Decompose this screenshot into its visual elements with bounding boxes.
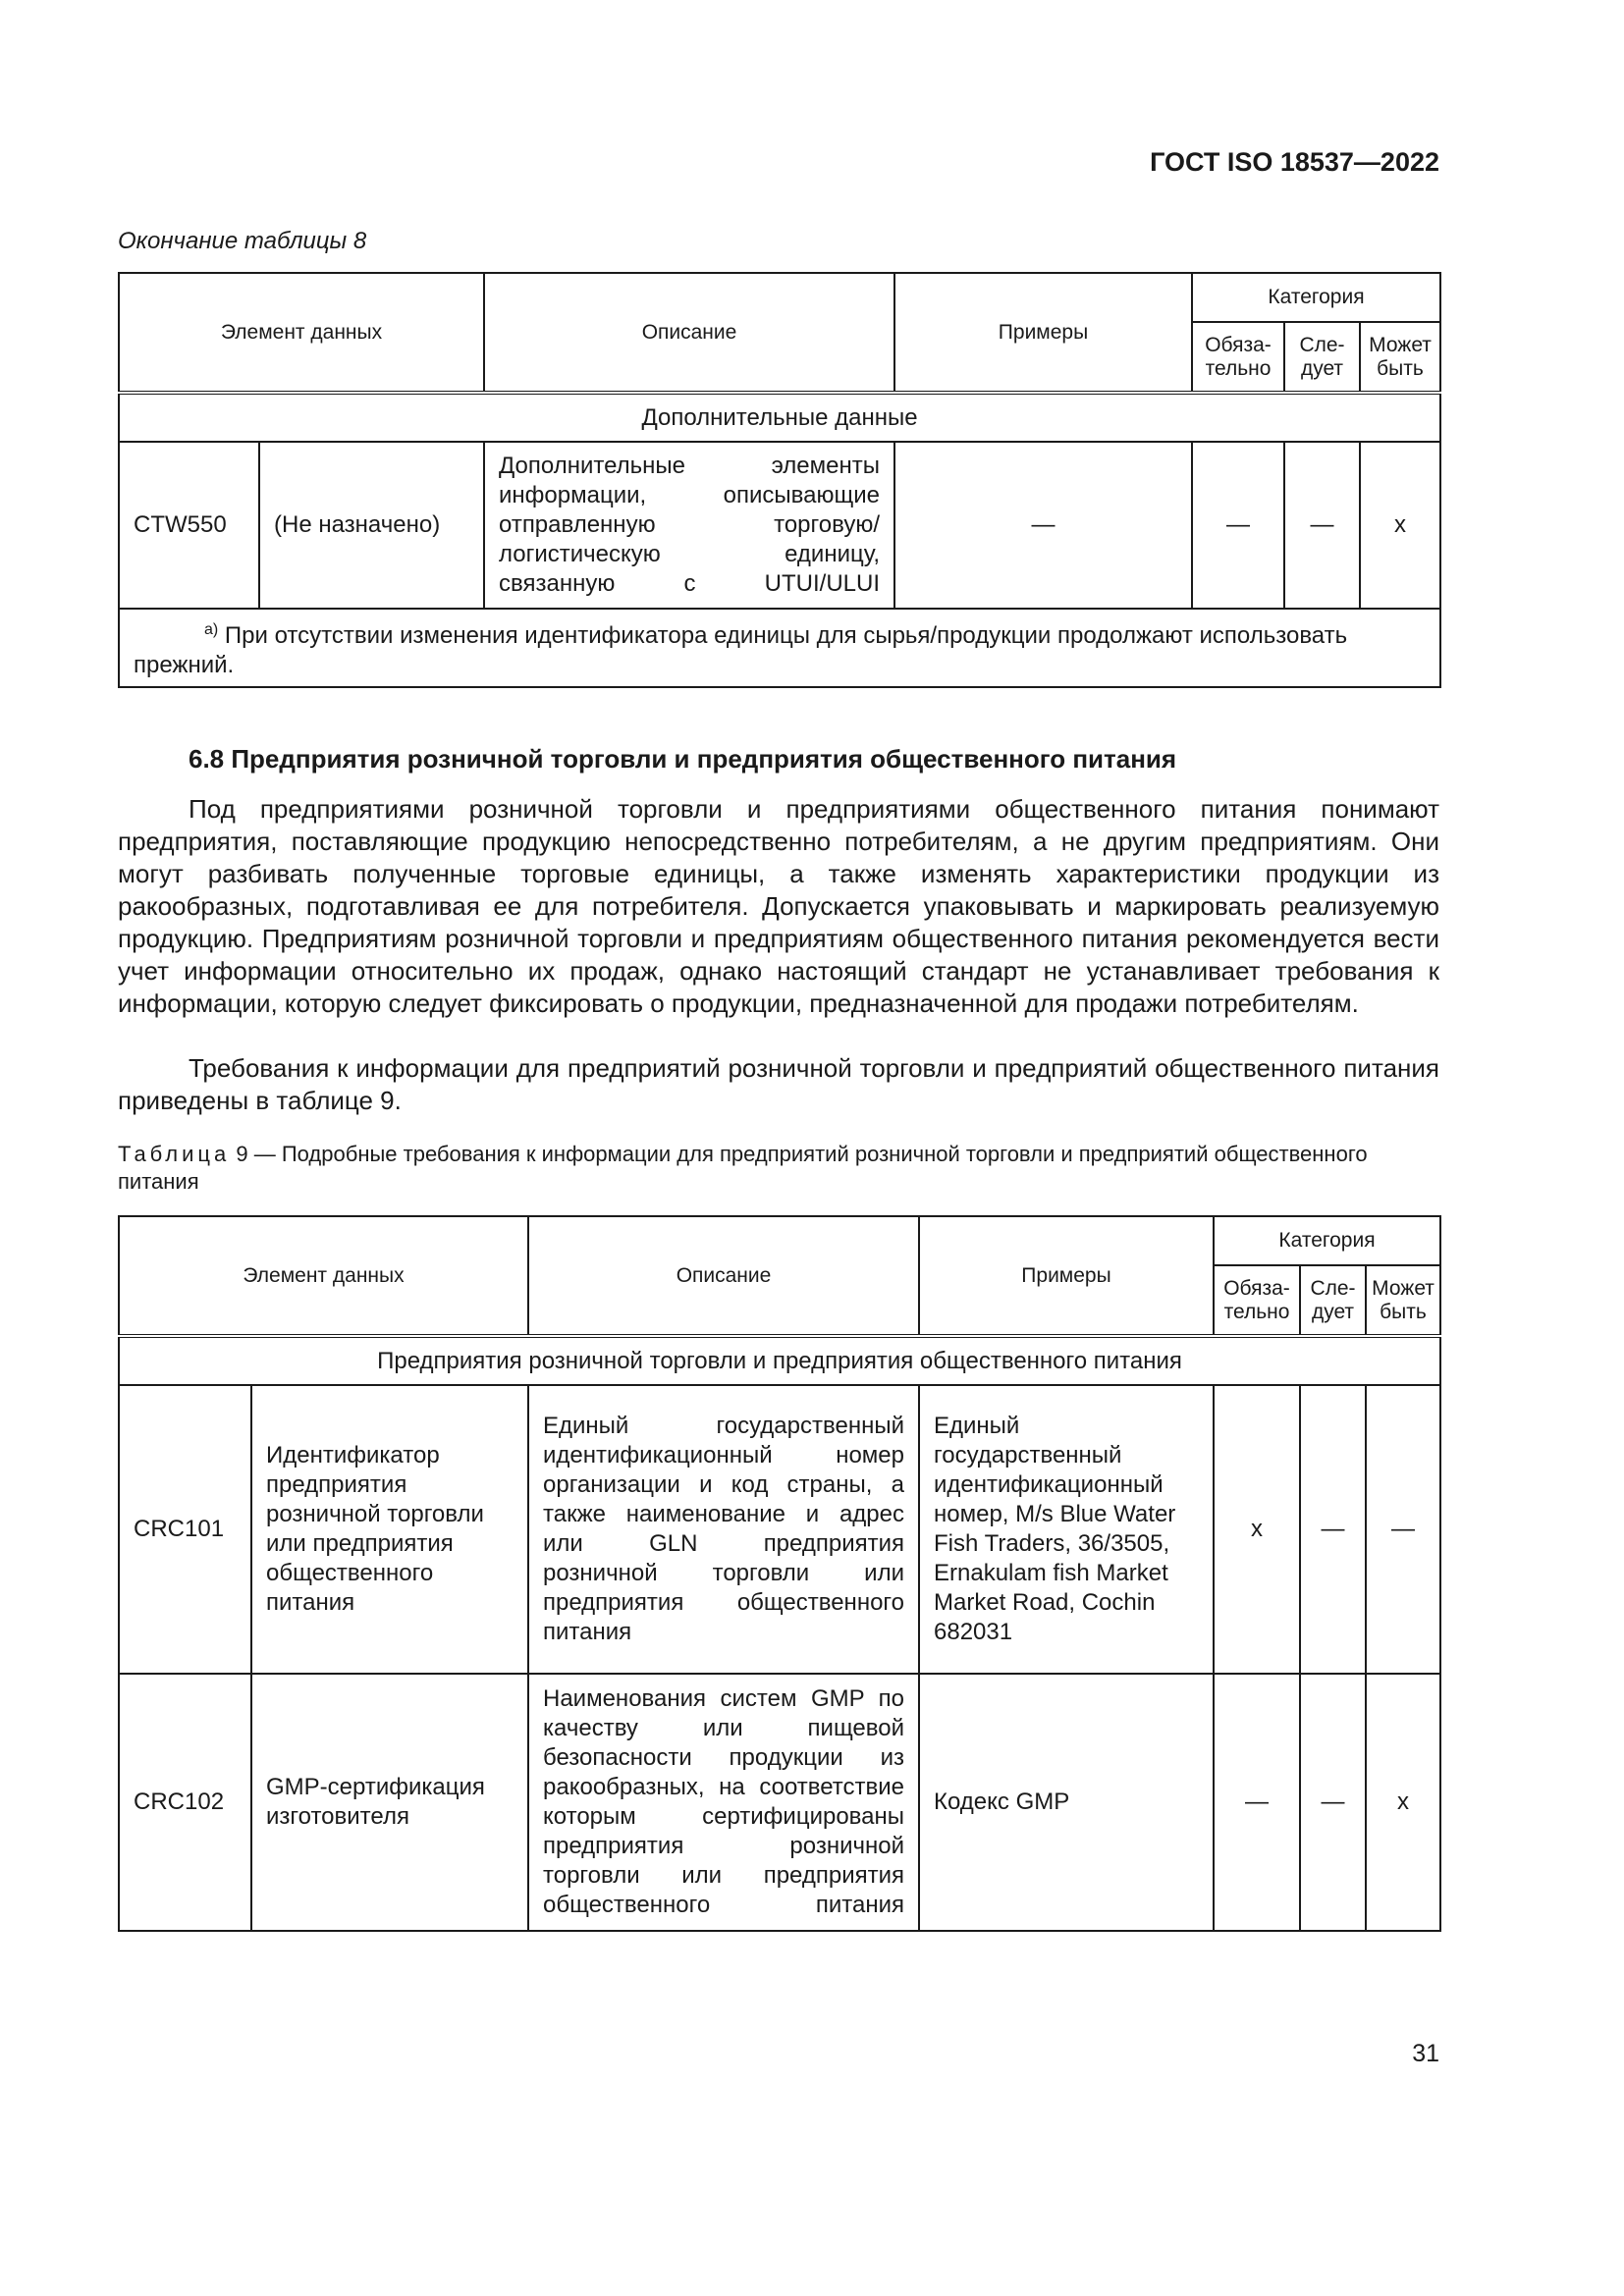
row-description: Наименования систем GMP по качеству или пищевой безопасности продукции из ракообразных, на соответствие которым сертифицированы предприятия розничной торговли или предприятия общественного питания bbox=[528, 1674, 919, 1931]
row-description: Единый государственный идентификационный номер организации и код страны, а также наименование и адрес или GLN предприятия розничной торговли или предприятия общественного питания bbox=[528, 1385, 919, 1674]
row-code: CRC102 bbox=[119, 1674, 251, 1931]
row-code: CRC101 bbox=[119, 1385, 251, 1674]
header-element: Элемент данных bbox=[119, 273, 484, 393]
header-description: Описание bbox=[528, 1216, 919, 1336]
header-may: Может быть bbox=[1366, 1265, 1440, 1336]
row-may: x bbox=[1360, 442, 1440, 609]
table-8 bbox=[118, 272, 1441, 688]
row-name: Идентификатор предприятия розничной торговли или предприятия общественного питания bbox=[251, 1385, 528, 1674]
header-element: Элемент данных bbox=[119, 1216, 528, 1336]
table-row bbox=[119, 1385, 1440, 1674]
row-name: (Не назначено) bbox=[259, 442, 484, 609]
row-description: Дополнительные элементы информации, описывающие отправленную торговую/логистическую единицу, связанную с UTUI/ULUI bbox=[484, 442, 894, 609]
header-should: Сле-дует bbox=[1300, 1265, 1366, 1336]
row-mandatory: — bbox=[1192, 442, 1284, 609]
row-name: GMP-сертификация изготовителя bbox=[251, 1674, 528, 1931]
table8-caption: Окончание таблицы 8 bbox=[118, 228, 367, 254]
table9-caption bbox=[118, 1141, 1439, 1196]
paragraph: Под предприятиями розничной торговли и предприятиями общественного питания понимают предприятия, поставляющие продукцию непосредственно потребителям, а не другим предприятиям. Они могут разбивать полученные торговые единицы, а также изменять характеристики продукции из ракообразных, подготавливая ее для потребителя. Допускается упаковывать и маркировать реализуемую продукцию. Предприятиям розничной торговли и предприятиям общественного питания рекомендуется вести учет информации относительно их продаж, однако настоящий стандарт не устанавливает требования к информации, которую следует фиксировать о продукции, предназначенной для продажи потребителям. bbox=[118, 794, 1439, 1018]
footnote-text: При отсутствии изменения идентификатора единицы для сырья/продукции продолжают использовать прежний. bbox=[134, 622, 1348, 678]
row-examples: Кодекс GMP bbox=[919, 1674, 1214, 1931]
header-mandatory: Обяза-тельно bbox=[1214, 1265, 1300, 1336]
header-should: Сле-дует bbox=[1284, 322, 1360, 393]
paragraph: Требования к информации для предприятий розничной торговли и предприятий общественного питания приведены в таблице 9. bbox=[118, 1053, 1439, 1115]
row-should: — bbox=[1300, 1674, 1366, 1931]
page-number: 31 bbox=[1412, 2040, 1439, 2067]
row-examples: — bbox=[894, 442, 1192, 609]
row-mandatory: x bbox=[1214, 1385, 1300, 1674]
table9-caption-label: Таблица bbox=[118, 1142, 231, 1166]
table-row bbox=[119, 442, 1440, 609]
header-examples: Примеры bbox=[894, 273, 1192, 393]
row-examples: Единый государственный идентификационный номер, M/s Blue Water Fish Traders, 36/3505, Ernakulam fish Market Market Road, Cochin 682031 bbox=[919, 1385, 1214, 1674]
document-header: ГОСТ ISO 18537—2022 bbox=[1150, 147, 1439, 177]
row-code: CTW550 bbox=[119, 442, 259, 609]
header-category: Категория bbox=[1214, 1216, 1440, 1265]
row-mandatory: — bbox=[1214, 1674, 1300, 1931]
header-mandatory: Обяза-тельно bbox=[1192, 322, 1284, 393]
table8-footnote bbox=[119, 609, 1440, 687]
row-should: — bbox=[1300, 1385, 1366, 1674]
row-may: — bbox=[1366, 1385, 1440, 1674]
row-may: x bbox=[1366, 1674, 1440, 1931]
header-category: Категория bbox=[1192, 273, 1440, 322]
row-should: — bbox=[1284, 442, 1360, 609]
table8-section-row: Дополнительные данные bbox=[119, 393, 1440, 442]
table-9 bbox=[118, 1215, 1441, 1932]
section-title: 6.8 Предприятия розничной торговли и предприятия общественного питания bbox=[189, 744, 1177, 774]
header-examples: Примеры bbox=[919, 1216, 1214, 1336]
table-row bbox=[119, 1674, 1440, 1931]
header-description: Описание bbox=[484, 273, 894, 393]
footnote-mark: а) bbox=[204, 621, 219, 638]
table9-section-row: Предприятия розничной торговли и предприятия общественного питания bbox=[119, 1336, 1440, 1385]
header-may: Может быть bbox=[1360, 322, 1440, 393]
table9-caption-text: 9 — Подробные требования к информации для предприятий розничной торговли и предприятий общественного питания bbox=[118, 1142, 1368, 1194]
